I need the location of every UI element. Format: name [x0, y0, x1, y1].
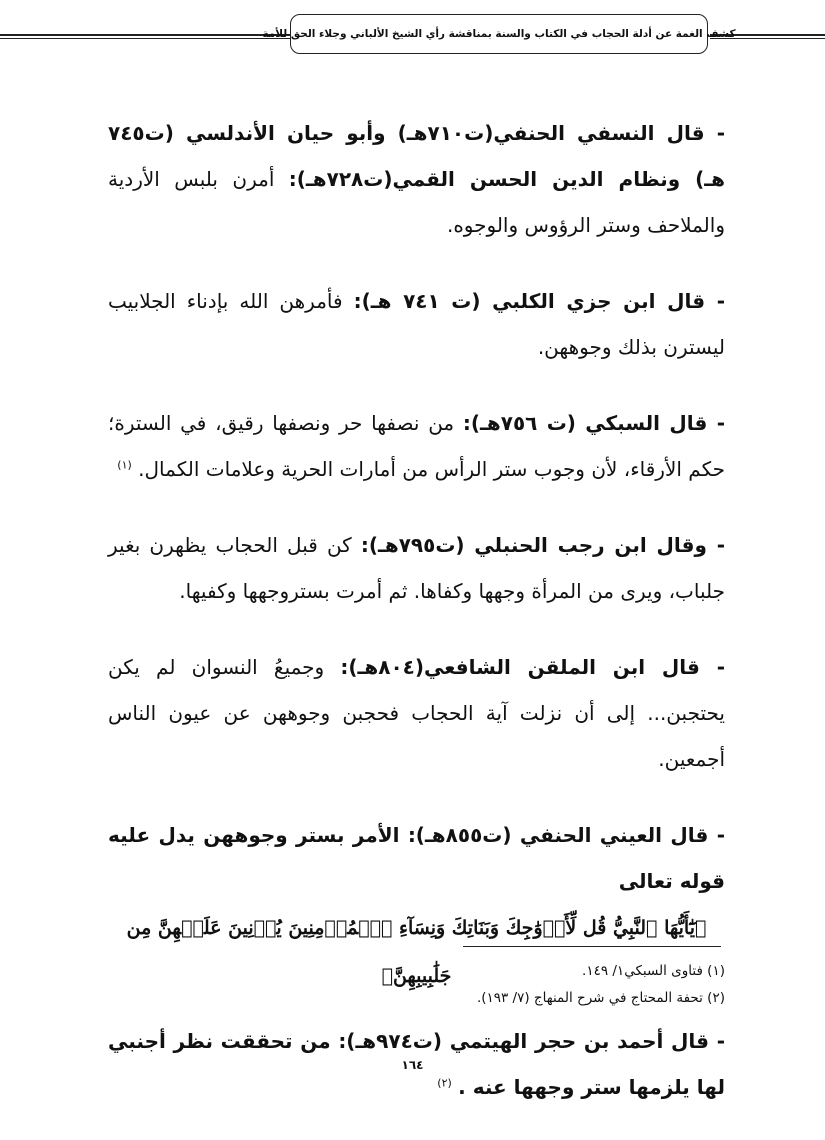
- paragraph-subki: [108, 400, 725, 492]
- running-header: [262, 14, 736, 54]
- footnote-1: (١) فتاوى السبكي١/ ١٤٩.: [582, 963, 725, 979]
- paragraph-ibn-mulaqqin: [108, 644, 725, 782]
- paragraph-nasafi: [108, 110, 725, 248]
- footnote-marker-1[interactable]: (١): [117, 458, 132, 472]
- paragraph-speaker: - قال العيني الحنفي (ت٨٥٥هـ):: [407, 823, 725, 847]
- paragraph-quote: من تحققت نظر أجنبي لها يلزمها ستر وجهها عنه .: [108, 1029, 725, 1099]
- paragraph-speaker: - قال السبكي (ت ٧٥٦هـ):: [462, 411, 725, 435]
- paragraph-speaker: - وقال ابن رجب الحنبلي (ت٧٩٥هـ):: [360, 533, 725, 557]
- paragraph-quote: وجميعُ النسوان لم يكن يحتجبن... إلى أن نزلت آية الحجاب فحجبن وجوههن عن عيون الناس أجمعين.: [108, 655, 725, 771]
- footnote-2: (٢) تحفة المحتاج في شرح المنهاج (٧/ ١٩٣).: [476, 990, 725, 1006]
- footnote-marker-2[interactable]: (٢): [437, 1076, 452, 1090]
- running-header-title: كشف الغمة عن أدلة الحجاب في الكتاب والسنة بمناقشة رأي الشيخ الألباني وجلاء الحق للأمة: [262, 28, 736, 40]
- paragraph-speaker: - قال النسفي الحنفي(ت٧١٠هـ) وأبو حيان الأندلسي (ت٧٤٥ هـ) ونظام الدين الحسن القمي(ت٧٢٨هـ):: [108, 121, 725, 191]
- paragraph-speaker: - قال ابن الملقن الشافعي(٨٠٤هـ):: [340, 655, 725, 679]
- paragraph-ayni: [108, 812, 725, 904]
- paragraph-speaker: - قال أحمد بن حجر الهيتمي (ت٩٧٤هـ):: [338, 1029, 725, 1053]
- paragraph-ibn-rajab: [108, 522, 725, 614]
- paragraph-speaker: - قال ابن جزي الكلبي (ت ٧٤١ هـ):: [353, 289, 725, 313]
- paragraph-quote: أمرن بلبس الأردية والملاحف وستر الرؤوس والوجوه.: [108, 167, 725, 237]
- quran-verse: ﴿يَٰٓأَيُّهَا ٱلنَّبِيُّ قُل لِّأَزۡوَٰجِكَ وَبَنَاتِكَ وَنِسَآءِ ٱلۡمُؤۡمِنِينَ يُدۡنِينَ عَلَيۡهِنَّ مِن جَلَٰبِيبِهِنَّ﴾: [126, 917, 707, 987]
- footnote-separator: [463, 946, 721, 947]
- header-rule-left-thin: [0, 38, 290, 39]
- footnotes: [477, 958, 725, 1012]
- paragraph-quote: الأمر بستر وجوههن يدل عليه قوله تعالى: [108, 823, 725, 893]
- page-number: ١٦٤: [401, 1058, 424, 1072]
- header-rule-left: [0, 34, 290, 36]
- paragraph-ibn-juzay: [108, 278, 725, 370]
- paragraph-quote: فأمرهن الله بإدناء الجلابيب ليسترن بذلك وجوههن.: [108, 289, 725, 359]
- paragraph-quote: كن قبل الحجاب يظهرن بغير جلباب، ويرى من المرأة وجهها وكفاها. ثم أمرت بستروجهها وكفيها.: [108, 533, 725, 603]
- paragraph-quote: من نصفها حر ونصفها رقيق، في السترة؛ حكم الأرقاء، لأن وجوب ستر الرأس من أمارات الحرية وعلامات الكمال.: [108, 411, 725, 481]
